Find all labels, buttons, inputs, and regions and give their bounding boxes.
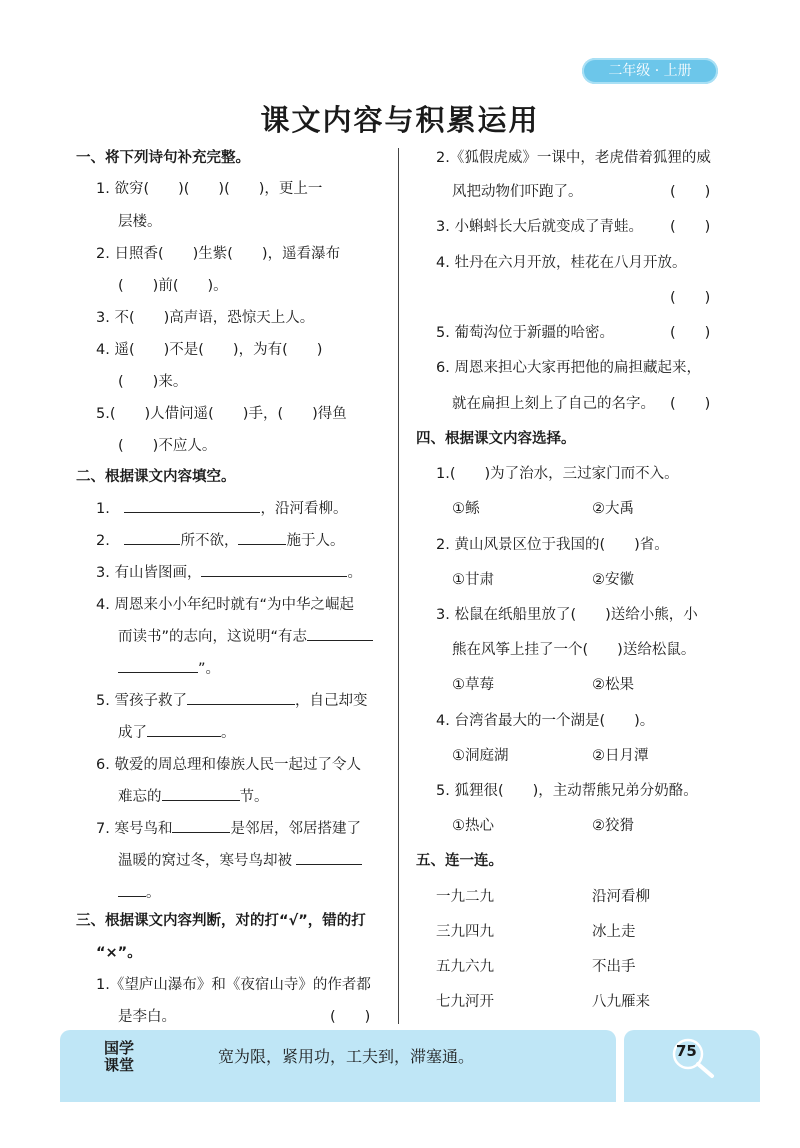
- s2-q4-line3: [118, 658, 220, 680]
- s2-q1-blank[interactable]: [124, 498, 260, 513]
- s4-q5-opt2[interactable]: ②狡猾: [592, 818, 634, 834]
- s4-q1-opt1[interactable]: ①鲧: [452, 501, 480, 517]
- s3-q6-line2: 就在扁担上刻上了自己的名字。: [452, 396, 655, 412]
- s2-q5-line2-after: 。: [221, 725, 236, 741]
- s2-q1-after: ，沿河看柳。: [260, 501, 348, 517]
- s2-q7-after: 是邻居，邻居搭建了: [230, 821, 361, 837]
- s2-q4-line3-after: ”。: [198, 661, 221, 677]
- s2-q2-num: 2.: [96, 533, 110, 549]
- s2-q5-blank2[interactable]: [147, 722, 221, 737]
- s2-q4-blank1[interactable]: [307, 626, 373, 641]
- s3-q4-paren[interactable]: ( ): [670, 290, 711, 306]
- s2-q7-line1: [96, 818, 361, 840]
- s1-q1-line2: 层楼。: [118, 214, 162, 230]
- s3-q1-line1: 1.《望庐山瀑布》和《夜宿山寺》的作者都: [96, 977, 371, 993]
- s2-q5-after: ，自己却变: [294, 693, 368, 709]
- s4-q4-opt1[interactable]: ①洞庭湖: [452, 748, 509, 764]
- s2-q6-line2: [118, 786, 269, 808]
- s4-q1: 1.( )为了治水，三过家门而不入。: [436, 466, 679, 482]
- s2-q7-line3: [118, 882, 161, 904]
- s2-q7-line3-after: 。: [146, 885, 161, 901]
- s3-q5-paren[interactable]: ( ): [670, 325, 711, 341]
- s4-q1-opt2[interactable]: ②大禹: [592, 501, 634, 517]
- s1-q2-line1: 2. 日照香( )生紫( )，遥看瀑布: [96, 246, 341, 262]
- s1-q2-line2: ( )前( )。: [118, 278, 228, 294]
- s5-left-3[interactable]: 五九六九: [436, 959, 494, 975]
- s2-q5-blank1[interactable]: [187, 690, 295, 705]
- section5-heading: 五、连一连。: [416, 853, 503, 869]
- s2-q2-mid: 所不欲，: [180, 533, 239, 549]
- s2-q7-blank1[interactable]: [172, 818, 230, 833]
- s3-q3: 3. 小蝌蚪长大后就变成了青蛙。: [436, 219, 643, 235]
- section1-heading: 一、将下列诗句补充完整。: [76, 150, 250, 166]
- s3-q3-paren[interactable]: ( ): [670, 219, 711, 235]
- s5-left-1[interactable]: 一九二九: [436, 889, 494, 905]
- section2-heading: 二、根据课文内容填空。: [76, 469, 236, 485]
- s2-q2: [96, 530, 344, 552]
- s2-q6-line1: 6. 敬爱的周总理和傣族人民一起过了令人: [96, 757, 361, 773]
- s2-q2-blank1[interactable]: [124, 530, 180, 545]
- s3-q6-paren[interactable]: ( ): [670, 396, 711, 412]
- s3-q6-line1: 6. 周恩来担心大家再把他的扁担藏起来，: [436, 360, 701, 376]
- column-divider: [398, 148, 399, 1024]
- s4-q3-line1: 3. 松鼠在纸船里放了( )送给小熊，小: [436, 607, 698, 623]
- s2-q3-after: 。: [347, 565, 362, 581]
- s2-q4-line2-text: 而读书”的志向，这说明“有志: [118, 629, 308, 645]
- s2-q3-before: 3. 有山皆图画，: [96, 565, 202, 581]
- footer-tag: 国学课堂: [104, 1039, 135, 1074]
- s1-q5-line2: ( )不应人。: [118, 438, 217, 454]
- s2-q1-num: 1.: [96, 501, 110, 517]
- s4-q3-opt1[interactable]: ①草莓: [452, 677, 494, 693]
- s4-q4: 4. 台湾省最大的一个湖是( )。: [436, 713, 655, 729]
- s2-q7-blank3[interactable]: [118, 882, 146, 897]
- s2-q4-blank2[interactable]: [118, 658, 198, 673]
- s2-q7-before: 7. 寒号鸟和: [96, 821, 173, 837]
- s2-q6-line2-after: 节。: [239, 789, 269, 805]
- footer-quote: 宽为限，紧用功，工夫到，滞塞通。: [218, 1047, 475, 1066]
- s4-q5-opt1[interactable]: ①热心: [452, 818, 494, 834]
- grade-badge: 二年级 · 上册: [582, 58, 718, 84]
- s4-q2: 2. 黄山风景区位于我国的( )省。: [436, 537, 669, 553]
- s2-q3: [96, 562, 362, 584]
- s2-q7-line2-text: 温暖的窝过冬，寒号鸟却被: [118, 853, 292, 869]
- s2-q2-blank2[interactable]: [238, 530, 286, 545]
- s1-q3: 3. 不( )高声语，恐惊天上人。: [96, 310, 315, 326]
- s2-q6-line2-before: 难忘的: [118, 789, 162, 805]
- s5-right-3[interactable]: 不出手: [592, 959, 636, 975]
- section4-heading: 四、根据课文内容选择。: [416, 431, 576, 447]
- s2-q3-blank[interactable]: [201, 562, 347, 577]
- s2-q4-line2: [118, 626, 373, 648]
- s2-q1: [96, 498, 347, 520]
- s5-right-1[interactable]: 沿河看柳: [592, 889, 650, 905]
- s1-q5-line1: 5.( )人借问遥( )手，( )得鱼: [96, 406, 347, 422]
- s2-q7-blank2[interactable]: [296, 850, 362, 865]
- s2-q4-line1: 4. 周恩来小小年纪时就有“为中华之崛起: [96, 597, 354, 613]
- s5-left-2[interactable]: 三九四九: [436, 924, 494, 940]
- s3-q2-paren[interactable]: ( ): [670, 184, 711, 200]
- s3-q2-line1: 2.《狐假虎威》一课中，老虎借着狐狸的威: [436, 150, 711, 166]
- s2-q5-line2: [118, 722, 236, 744]
- s3-q5: 5. 葡萄沟位于新疆的哈密。: [436, 325, 614, 341]
- s4-q5: 5. 狐狸很( )，主动帮熊兄弟分奶酪。: [436, 783, 698, 799]
- s4-q2-opt1[interactable]: ①甘肃: [452, 572, 494, 588]
- s4-q4-opt2[interactable]: ②日月潭: [592, 748, 649, 764]
- s3-q4: 4. 牡丹在六月开放，桂花在八月开放。: [436, 255, 687, 271]
- s1-q4-line1: 4. 遥( )不是( )，为有( ): [96, 342, 323, 358]
- s4-q2-opt2[interactable]: ②安徽: [592, 572, 634, 588]
- s1-q1-line1: 1. 欲穷( )( )( )，更上一: [96, 181, 323, 197]
- s2-q6-blank[interactable]: [162, 786, 240, 801]
- s1-q4-line2: ( )来。: [118, 374, 188, 390]
- s5-left-4[interactable]: 七九河开: [436, 994, 494, 1010]
- s2-q7-line2: [118, 850, 362, 872]
- s3-q1-paren[interactable]: ( ): [330, 1009, 371, 1025]
- s3-q2-line2: 风把动物们吓跑了。: [452, 184, 583, 200]
- s3-q1-line2: 是李白。: [118, 1009, 176, 1025]
- page-number: 75: [676, 1042, 697, 1060]
- s4-q3-opt2[interactable]: ②松果: [592, 677, 634, 693]
- section3-heading-line2: “×”。: [96, 945, 142, 961]
- s2-q5-line2-before: 成了: [118, 725, 147, 741]
- s4-q3-line2: 熊在风筝上挂了一个( )送给松鼠。: [452, 642, 696, 658]
- s2-q5-before: 5. 雪孩子救了: [96, 693, 187, 709]
- s5-right-4[interactable]: 八九雁来: [592, 994, 650, 1010]
- s2-q2-after: 施于人。: [286, 533, 345, 549]
- page-title: 课文内容与积累运用: [260, 103, 540, 137]
- s2-q5-line1: [96, 690, 367, 712]
- section3-heading-line1: 三、根据课文内容判断，对的打“√”，错的打: [76, 913, 366, 929]
- s5-right-2[interactable]: 冰上走: [592, 924, 636, 940]
